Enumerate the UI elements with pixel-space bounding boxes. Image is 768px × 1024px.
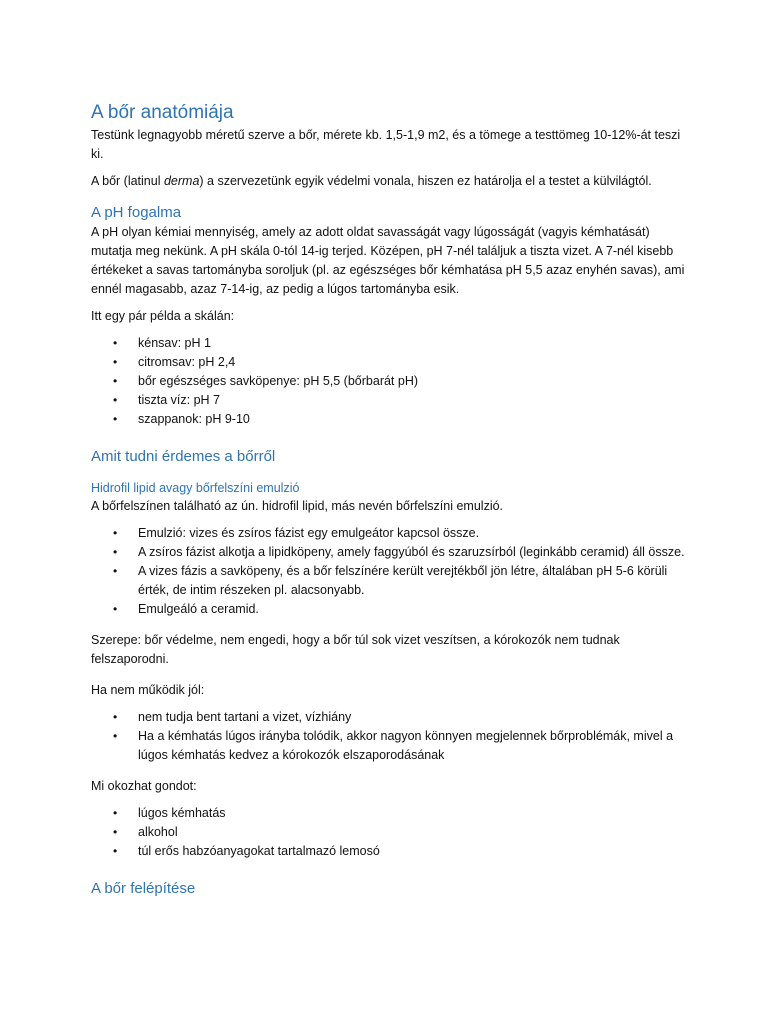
intro2-pre: A bőr (latinul bbox=[91, 174, 164, 188]
intro-paragraph-1: Testünk legnagyobb méretű szerve a bőr, mérete kb. 1,5-1,9 m2, és a tömege a testtömeg 10-12%-át teszi ki. bbox=[91, 128, 681, 161]
list-item: • tiszta víz: pH 7 bbox=[91, 391, 691, 410]
role-paragraph: Szerepe: bőr védelme, nem engedi, hogy a bőr túl sok vizet veszítsen, a kórokozók nem tudnak felszaporodni. bbox=[91, 633, 620, 666]
list-item: • Ha a kémhatás lúgos irányba tolódik, akkor nagyon könnyen megjelennek bőrproblémák, mivel a lúgos kémhatás kedvez a kórokozók elszaporodásának bbox=[113, 729, 674, 762]
bullet-icon: • bbox=[113, 825, 118, 839]
list-item: • Emulzió: vizes és zsíros fázist egy emulgeátor kapcsol össze. bbox=[91, 524, 691, 543]
fail-intro: Ha nem működik jól: bbox=[91, 683, 205, 697]
structure-heading: A bőr felépítése bbox=[91, 880, 196, 897]
list-item: • Emulgeáló a ceramid. bbox=[91, 600, 691, 619]
list-item: • túl erős habzóanyagokat tartalmazó lemosó bbox=[91, 842, 691, 861]
bullet-icon: • bbox=[113, 355, 118, 369]
bullet-icon: • bbox=[113, 336, 118, 350]
intro2-post: ) a szervezetünk egyik védelmi vonala, hiszen ez határolja el a testet a külvilágtól. bbox=[199, 174, 652, 188]
document-page bbox=[91, 100, 691, 899]
ph-heading: A pH fogalma bbox=[91, 204, 182, 221]
list-item: • A zsíros fázist alkotja a lipidköpeny, amely faggyúból és szaruzsírból (leginkább ceramid) áll össze. bbox=[91, 543, 691, 562]
list-item: • szappanok: pH 9-10 bbox=[91, 410, 691, 429]
lipid-list bbox=[91, 524, 691, 619]
cause-intro: Mi okozhat gondot: bbox=[91, 779, 197, 793]
document-title: A bőr anatómiája bbox=[91, 102, 234, 123]
bullet-icon: • bbox=[113, 393, 118, 407]
bullet-icon: • bbox=[113, 844, 118, 858]
ph-paragraph: A pH olyan kémiai mennyiség, amely az adott oldat savasságát vagy lúgosságát (vagyis kémhatását) mutatja meg nekünk. A pH skála 0-tól 14-ig terjed. Középen, pH 7-nél találjuk a tiszta vizet. A 7-nél kisebb értékeket a savas tartományba soroljuk (pl. az egészséges bőr kémhatása pH 5,5 azaz enyhén savas), ami ennél magasabb, azaz 7-14-ig, az pedig a lúgos tartományba esik. bbox=[91, 225, 685, 296]
bullet-icon: • bbox=[113, 710, 118, 724]
bullet-icon: • bbox=[113, 602, 118, 616]
bullet-icon: • bbox=[113, 412, 118, 426]
fail-list bbox=[91, 708, 691, 765]
lipid-heading: Hidrofil lipid avagy bőrfelszíni emulzió bbox=[91, 481, 300, 495]
list-item: • alkohol bbox=[91, 823, 691, 842]
bullet-icon: • bbox=[113, 806, 118, 820]
list-item: • nem tudja bent tartani a vizet, vízhiány bbox=[91, 708, 691, 727]
bullet-icon: • bbox=[113, 564, 118, 578]
bullet-icon: • bbox=[113, 374, 118, 388]
list-item: • A vizes fázis a savköpeny, és a bőr felszínére került verejtékből jön létre, általában pH 5-6 körüli érték, de intim részeken pl. alacsonyabb. bbox=[113, 564, 668, 597]
bullet-icon: • bbox=[113, 545, 118, 559]
examples-list bbox=[91, 334, 691, 429]
cause-list bbox=[91, 804, 691, 861]
bullet-icon: • bbox=[113, 526, 118, 540]
bullet-icon: • bbox=[113, 729, 118, 743]
know-heading: Amit tudni érdemes a bőrről bbox=[91, 448, 276, 465]
intro-paragraph-2 bbox=[91, 172, 691, 191]
intro2-latin-term: derma bbox=[163, 174, 200, 188]
list-item: • kénsav: pH 1 bbox=[91, 334, 691, 353]
list-item: • citromsav: pH 2,4 bbox=[91, 353, 691, 372]
examples-intro: Itt egy pár példa a skálán: bbox=[91, 309, 235, 323]
list-item: • bőr egészséges savköpenye: pH 5,5 (bőrbarát pH) bbox=[91, 372, 691, 391]
list-item: • lúgos kémhatás bbox=[91, 804, 691, 823]
lipid-paragraph: A bőrfelszínen található az ún. hidrofil lipid, más nevén bőrfelszíni emulzió. bbox=[91, 499, 504, 513]
